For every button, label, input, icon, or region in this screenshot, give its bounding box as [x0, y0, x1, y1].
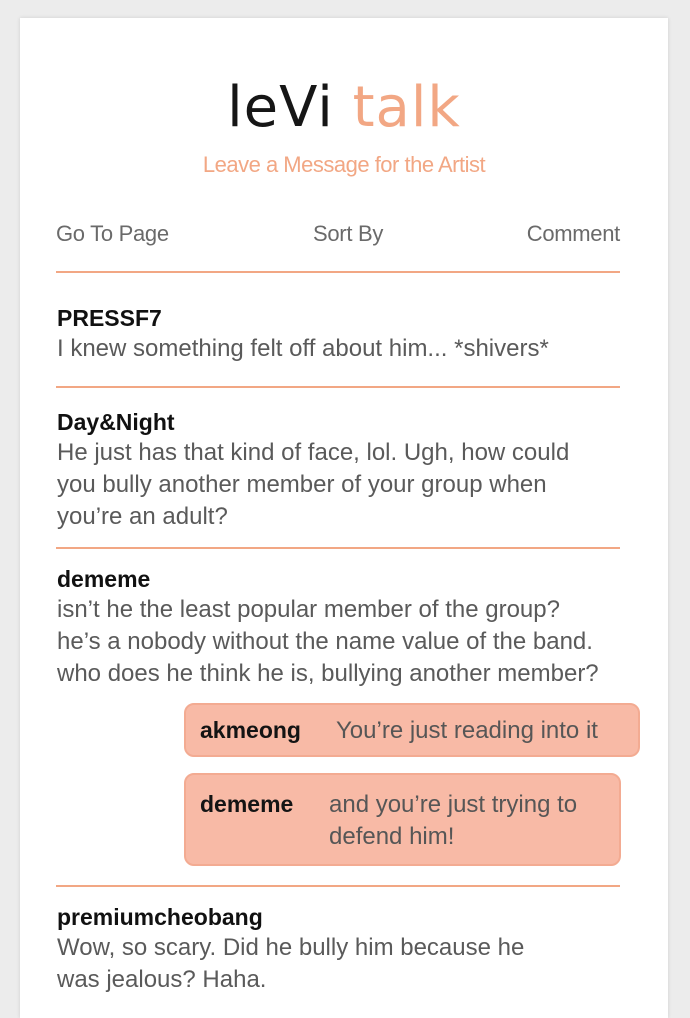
- reply-username[interactable]: akmeong: [200, 717, 301, 743]
- divider: [56, 885, 620, 887]
- reply-bubble: [184, 773, 621, 866]
- comment-text-line: He just has that kind of face, lol. Ugh, how could: [57, 439, 570, 466]
- comment-username[interactable]: premiumcheobang: [57, 904, 263, 930]
- divider: [56, 271, 620, 273]
- comment-button[interactable]: Comment: [526, 221, 620, 246]
- divider: [56, 547, 620, 549]
- reply-username[interactable]: dememe: [200, 791, 294, 817]
- comment-text-line: isn’t he the least popular member of the group?: [57, 596, 560, 623]
- comment-username[interactable]: PRESSF7: [57, 305, 162, 331]
- comment-text-line: you’re an adult?: [57, 503, 228, 530]
- app-title-levi: leVi: [227, 75, 334, 140]
- board-nav: [56, 221, 620, 251]
- comment-text-line: Wow, so scary. Did he bully him because he: [57, 934, 525, 961]
- reply-text-line: defend him!: [329, 823, 455, 850]
- reply-text: You’re just reading into it: [336, 717, 598, 744]
- comment-username[interactable]: dememe: [57, 566, 151, 592]
- comment-text-line: he’s a nobody without the name value of the band.: [57, 628, 593, 655]
- comment-post: [57, 303, 657, 365]
- app-subtitle: Leave a Message for the Artist: [202, 152, 486, 177]
- comment-post: [57, 564, 657, 690]
- comment-text-line: was jealous? Haha.: [57, 966, 267, 993]
- app-title-talk: talk: [352, 75, 461, 140]
- reply-bubble: [184, 703, 640, 757]
- comment-post: [57, 902, 657, 996]
- message-board-card: [20, 18, 668, 1018]
- comment-text-line: who does he think he is, bullying another member?: [57, 660, 599, 687]
- comment-text: I knew something felt off about him... *shivers*: [57, 335, 549, 362]
- comment-post: [57, 407, 657, 533]
- reply-text-line: and you’re just trying to: [329, 791, 578, 818]
- go-to-page-button[interactable]: Go To Page: [56, 221, 169, 246]
- app-title: [20, 75, 668, 140]
- divider: [56, 386, 620, 388]
- comment-text-line: you bully another member of your group when: [57, 471, 547, 498]
- sort-by-button[interactable]: Sort By: [313, 221, 384, 246]
- comment-username[interactable]: Day&Night: [57, 409, 175, 435]
